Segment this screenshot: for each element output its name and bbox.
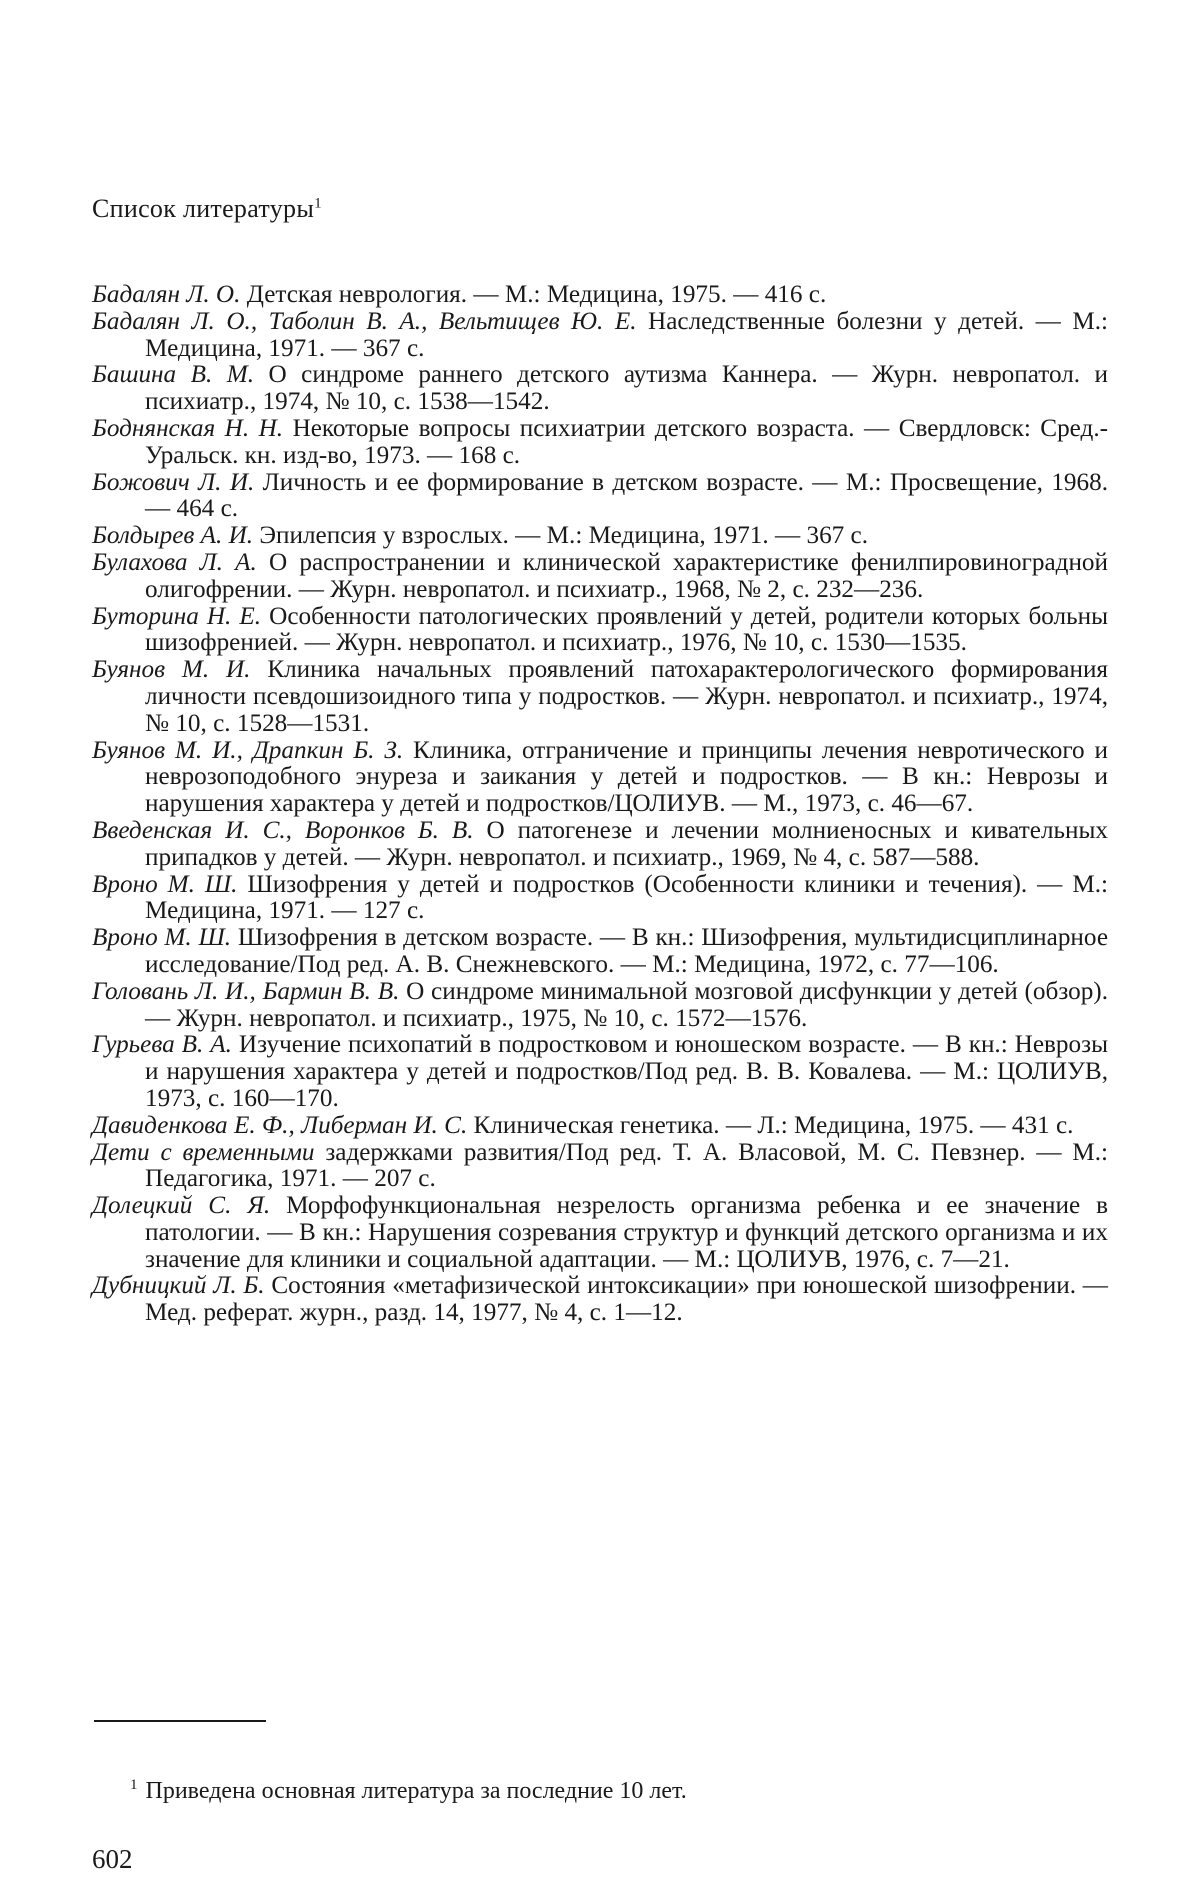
- entry-text: Наследственные болезни у детей. — М.: Медицина, 1971. — 367 с.: [145, 307, 1109, 362]
- bibliography-entry: [92, 1113, 1108, 1140]
- bibliography-entry: [92, 523, 1108, 550]
- entry-text: Особенности патологических проявлений у детей, родители которых больны шизофренией. — Журн. невропатол. и психиатр., 1976, № 10, с. 1530—1535.: [145, 602, 1109, 657]
- entry-author: Вроно М. Ш.: [92, 870, 238, 898]
- entry-text: О синдроме минимальной мозговой дисфункции у детей (обзор). — Журн. невропатол. и психиатр., 1975, № 10, с. 1572—1576.: [145, 977, 1108, 1032]
- entry-author: Боднянская Н. Н.: [92, 414, 284, 442]
- entry-text: Личность и ее формирование в детском возрасте. — М.: Просвещение, 1968. — 464 с.: [145, 468, 1109, 523]
- bibliography-entry: [92, 550, 1108, 604]
- entry-text: Клиника, отграничение и принципы лечения невротического и неврозоподобного энуреза и заикания у детей и подростков. — В кн.: Неврозы и нарушения характера у детей и подростков/ЦОЛИУВ. — М., 1973, с. 46—67.: [145, 736, 1109, 818]
- footnote-divider: [94, 1720, 266, 1722]
- entry-author: Дети с временными: [92, 1138, 315, 1166]
- entry-author: Введенская И. С., Воронков Б. В.: [92, 816, 474, 844]
- entry-author: Бадалян Л. О., Таболин В. А., Вельтищев Ю. Е.: [92, 307, 637, 335]
- bibliography-heading: [92, 194, 322, 224]
- bibliography-entry: [92, 818, 1108, 872]
- entry-author: Давиденкова Е. Ф., Либерман И. С.: [92, 1111, 468, 1139]
- footnote: [130, 1778, 687, 1805]
- entry-text: Шизофрения в детском возрасте. — В кн.: Шизофрения, мультидисциплинарное исследование/Под ред. А. В. Снежневского. — М.: Медицина, 1972, с. 77—106.: [145, 924, 1108, 978]
- entry-author: Бадалян Л. О.: [92, 281, 241, 308]
- footnote-mark: 1: [130, 1777, 138, 1793]
- page-number: 602: [92, 1844, 133, 1874]
- entry-text: Изучение психопатий в подростковом и юношеском возрасте. — В кн.: Неврозы и нарушения характера у детей и подростков/Под ред. В. В. Ковалева. — М.: ЦОЛИУВ, 1973, с. 160—170.: [145, 1031, 1108, 1112]
- entry-text: О синдроме раннего детского аутизма Каннера. — Журн. невропатол. и психиатр., 1974, № 10, с. 1538—1542.: [145, 361, 1109, 416]
- entry-author: Башина В. М.: [92, 361, 255, 389]
- bibliography-entry: [92, 362, 1108, 416]
- entry-text: Состояния «метафизической интоксикации» при юношеской шизофрении. — Мед. реферат. журн., разд. 14, 1977, № 4, с. 1—12.: [145, 1272, 1108, 1327]
- entry-author: Дубницкий Л. Б.: [92, 1272, 265, 1300]
- bibliography-entry: [92, 1140, 1108, 1194]
- entry-text: Эпилепсия у взрослых. — М.: Медицина, 1971. — 367 с.: [259, 522, 869, 550]
- bibliography-entry: [92, 657, 1108, 737]
- entry-text: Морфофункциональная незрелость организма ребенка и ее значение в патологии. — В кн.: Нарушения созревания структур и функций детского организма и их значение для клиники и социальной адаптации. — М.: ЦОЛИУВ, 1976, с. 7—21.: [145, 1192, 1109, 1273]
- entry-author: Болдырев А. И.: [92, 522, 254, 550]
- entry-author: Божович Л. И.: [92, 468, 255, 496]
- entry-text: Детская неврология. — М.: Медицина, 1975. — 416 с.: [246, 281, 827, 308]
- bibliography-entry: [92, 1193, 1108, 1273]
- entry-author: Гурьева В. А.: [92, 1031, 232, 1059]
- bibliography-entry: [92, 1032, 1108, 1112]
- bibliography-list: [92, 282, 1108, 1327]
- entry-author: Долецкий С. Я.: [92, 1192, 271, 1220]
- entry-author: Буянов М. И., Драпкин Б. З.: [92, 736, 404, 764]
- bibliography-entry: [92, 979, 1108, 1033]
- footnote-text: Приведена основная литература за последние 10 лет.: [145, 1778, 687, 1804]
- bibliography-entry: [92, 1273, 1108, 1327]
- entry-author: Булахова Л. А.: [92, 548, 257, 576]
- entry-author: Головань Л. И., Бармин В. В.: [92, 977, 400, 1005]
- entry-text: Клиника начальных проявлений патохарактерологического формирования личности псевдошизоидного типа у подростков. — Журн. невропатол. и психиатр., 1974, № 10, с. 1528—1531.: [145, 656, 1109, 737]
- bibliography-entry: [92, 872, 1108, 926]
- entry-text: Клиническая генетика. — Л.: Медицина, 1975. — 431 с.: [473, 1111, 1074, 1139]
- heading-footnote-mark: 1: [314, 195, 322, 212]
- entry-author: Буянов М. И.: [92, 656, 251, 684]
- bibliography-entry: [92, 604, 1108, 658]
- bibliography-entry: [92, 470, 1108, 524]
- entry-text: О распространении и клинической характеристике фенилпировиноградной олигофрении. — Журн. невропатол. и психиатр., 1968, № 2, с. 232—236.: [145, 548, 1108, 603]
- entry-text: О патогенезе и лечении молниеносных и кивательных припадков у детей. — Журн. невропатол. и психиатр., 1969, № 4, с. 587—588.: [145, 816, 1109, 871]
- entry-author: Вроно М. Ш.: [92, 924, 232, 952]
- bibliography-entry: [92, 925, 1108, 979]
- bibliography-entry: [92, 416, 1108, 470]
- entry-text: Шизофрения у детей и подростков (Особенности клиники и течения). — М.: Медицина, 1971. — 127 с.: [145, 870, 1109, 925]
- bibliography-entry: [92, 738, 1108, 818]
- entry-text: задержками развития/Под ред. Т. А. Власовой, М. С. Певзнер. — М.: Педагогика, 1971. — 207 с.: [145, 1138, 1109, 1193]
- entry-text: Некоторые вопросы психиатрии детского возраста. — Свердловск: Сред.-Уральск. кн. изд-во, 1973. — 168 с.: [145, 414, 1109, 469]
- bibliography-entry: [92, 282, 1108, 309]
- entry-author: Буторина Н. Е.: [92, 602, 262, 630]
- heading-text: Список литературы: [92, 194, 315, 223]
- bibliography-entry: [92, 309, 1108, 363]
